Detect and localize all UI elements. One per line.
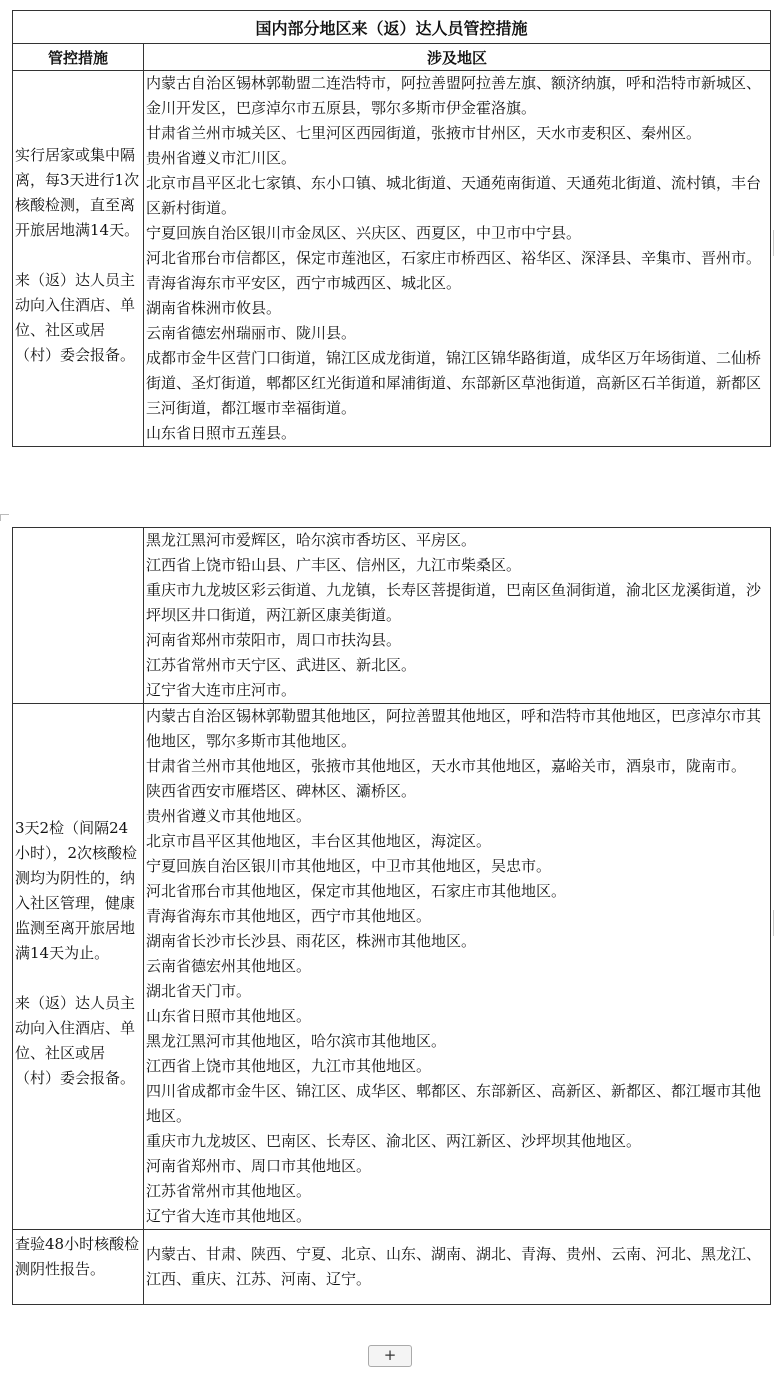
region-line: 湖南省株洲市攸县。 (146, 299, 282, 317)
region-line: 河南省郑州市、周口市其他地区。 (146, 1157, 372, 1175)
measure-text: 来（返）达人员主动向入住酒店、单位、社区或居（村）委会报备。 (15, 271, 136, 364)
measure-cell (13, 704, 144, 1230)
region-line: 贵州省遵义市其他地区。 (146, 807, 312, 825)
region-line: 湖南省长沙市长沙县、雨花区，株洲市其他地区。 (146, 932, 477, 950)
region-line: 陕西省西安市雁塔区、碑林区、灞桥区。 (146, 782, 417, 800)
table-row (13, 528, 771, 704)
region-line: 四川省成都市金牛区、锦江区、成华区、郫都区、东部新区、高新区、新都区、都江堰市其他地区。 (146, 1082, 762, 1125)
region-line: 山东省日照市五莲县。 (146, 424, 297, 442)
measures-table-page1 (12, 10, 771, 447)
region-line: 河北省邢台市其他地区，保定市其他地区，石家庄市其他地区。 (146, 882, 567, 900)
region-line: 甘肃省兰州市其他地区，张掖市其他地区，天水市其他地区，嘉峪关市，酒泉市，陇南市。 (146, 757, 747, 775)
region-line: 内蒙古、甘肃、陕西、宁夏、北京、山东、湖南、湖北、青海、贵州、云南、河北、黑龙江、江西、重庆、江苏、河南、辽宁。 (146, 1245, 762, 1288)
table-row (13, 1230, 771, 1305)
regions-cell (144, 704, 771, 1230)
scroll-edge-mark (773, 910, 779, 936)
region-line: 江西省上饶市其他地区，九江市其他地区。 (146, 1057, 432, 1075)
region-line: 北京市昌平区北七家镇、东小口镇、城北街道、天通苑南街道、天通苑北街道、流村镇，丰台区新村街道。 (146, 174, 762, 217)
measure-text: 3天2检（间隔24小时），2次核酸检测均为阴性的，纳入社区管理，健康监测至离开旅居地满14天为止。 (15, 819, 138, 962)
measure-text: 来（返）达人员主动向入住酒店、单位、社区或居（村）委会报备。 (15, 994, 136, 1087)
table-row (13, 704, 771, 1230)
add-page-button[interactable]: + (368, 1345, 412, 1367)
region-line: 重庆市九龙坡区、巴南区、长寿区、渝北区、两江新区、沙坪坝其他地区。 (146, 1132, 642, 1150)
header-measure: 管控措施 (13, 44, 144, 71)
measure-cell (13, 1230, 144, 1305)
page-break-mark (0, 514, 9, 521)
region-line: 青海省海东市平安区，西宁市城西区、城北区。 (146, 274, 462, 292)
region-line: 贵州省遵义市汇川区。 (146, 149, 297, 167)
region-line: 江西省上饶市铅山县、广丰区、信州区，九江市柴桑区。 (146, 556, 522, 574)
measure-cell (13, 71, 144, 447)
region-line: 北京市昌平区其他地区，丰台区其他地区，海淀区。 (146, 832, 492, 850)
measure-cell-continued (13, 528, 144, 704)
region-line: 山东省日照市其他地区。 (146, 1007, 312, 1025)
region-line: 宁夏回族自治区银川市其他地区，中卫市其他地区，吴忠市。 (146, 857, 552, 875)
region-line: 江苏省常州市天宁区、武进区、新北区。 (146, 656, 417, 674)
region-line: 辽宁省大连市庄河市。 (146, 681, 297, 699)
regions-cell (144, 1230, 771, 1305)
region-line: 内蒙古自治区锡林郭勒盟二连浩特市，阿拉善盟阿拉善左旗、额济纳旗，呼和浩特市新城区、金川开发区，巴彦淖尔市五原县，鄂尔多斯市伊金霍洛旗。 (146, 74, 762, 117)
region-line: 河南省郑州市荥阳市，周口市扶沟县。 (146, 631, 402, 649)
region-line: 云南省德宏州瑞丽市、陇川县。 (146, 324, 357, 342)
regions-cell (144, 71, 771, 447)
region-line: 辽宁省大连市其他地区。 (146, 1207, 312, 1225)
measure-text: 实行居家或集中隔离，每3天进行1次核酸检测，直至离开旅居地满14天。 (15, 146, 140, 239)
table-row (13, 71, 771, 447)
region-line: 青海省海东市其他地区，西宁市其他地区。 (146, 907, 432, 925)
region-line: 黑龙江黑河市其他地区，哈尔滨市其他地区。 (146, 1032, 447, 1050)
region-line: 内蒙古自治区锡林郭勒盟其他地区，阿拉善盟其他地区，呼和浩特市其他地区，巴彦淖尔市其他地区，鄂尔多斯市其他地区。 (146, 707, 762, 750)
region-line: 河北省邢台市信都区，保定市莲池区，石家庄市桥西区、裕华区、深泽县、辛集市、晋州市。 (146, 249, 762, 267)
header-regions: 涉及地区 (144, 44, 771, 71)
region-line: 湖北省天门市。 (146, 982, 252, 1000)
table-title: 国内部分地区来（返）达人员管控措施 (13, 11, 771, 44)
measure-text: 查验48小时核酸检测阴性报告。 (15, 1235, 140, 1278)
region-line: 江苏省常州市其他地区。 (146, 1182, 312, 1200)
region-line: 宁夏回族自治区银川市金凤区、兴庆区、西夏区，中卫市中宁县。 (146, 224, 582, 242)
scroll-edge-mark (773, 230, 779, 256)
region-line: 重庆市九龙坡区彩云街道、九龙镇，长寿区菩提街道，巴南区鱼洞街道，渝北区龙溪街道，沙坪坝区井口街道，两江新区康美街道。 (146, 581, 762, 624)
regions-cell (144, 528, 771, 704)
region-line: 云南省德宏州其他地区。 (146, 957, 312, 975)
region-line: 成都市金牛区营门口街道，锦江区成龙街道，锦江区锦华路街道，成华区万年场街道、二仙桥街道、圣灯街道，郫都区红光街道和犀浦街道、东部新区草池街道，高新区石羊街道，新都区三河街道，都江堰市幸福街道。 (146, 349, 762, 417)
measures-table-page2 (12, 527, 771, 1305)
region-line: 黑龙江黑河市爱辉区，哈尔滨市香坊区、平房区。 (146, 531, 477, 549)
region-line: 甘肃省兰州市城关区、七里河区西园街道，张掖市甘州区，天水市麦积区、秦州区。 (146, 124, 702, 142)
